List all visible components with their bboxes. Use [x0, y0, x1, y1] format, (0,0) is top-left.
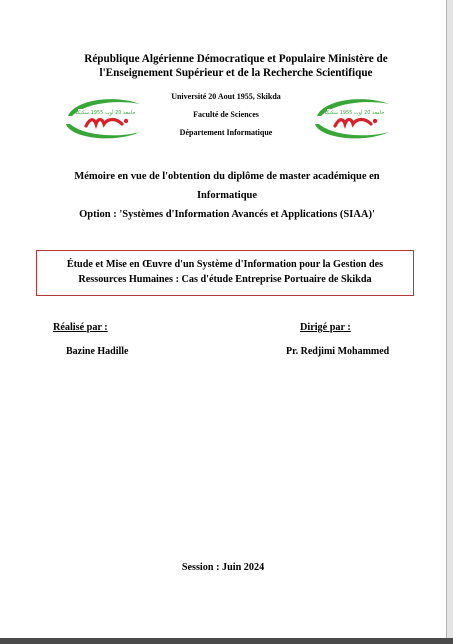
memoire-line-1: Mémoire en vue de l'obtention du diplôme de master académique en: [74, 171, 380, 182]
supervisor-name: Pr. Redjimi Mohammed: [286, 346, 390, 357]
thesis-title-box: [36, 250, 414, 296]
ministry-header: [60, 52, 412, 80]
department-name: Département Informatique: [179, 128, 273, 137]
thesis-title-line-2: Ressources Humaines : Cas d'étude Entreprise Portuaire de Skikda: [78, 274, 372, 285]
university-logo-left: [64, 94, 144, 142]
memoire-line-2: Informatique: [196, 190, 258, 201]
logo-text-right: جامعة 20 أوت 1955 سكيكدة: [321, 110, 385, 116]
supervisor-label: Dirigé par :: [300, 322, 351, 333]
university-logo-right: [313, 94, 393, 142]
faculty-name: Faculté de Sciences: [193, 110, 259, 119]
author-name: Bazine Hadille: [66, 346, 129, 357]
viewer-bottom-bar: [0, 638, 453, 644]
ministry-line-1: République Algérienne Démocratique et Populaire Ministère de: [84, 53, 388, 65]
university-block: [150, 88, 302, 142]
logo-text-left: جامعة 20 أوت 1955 سكيكدة: [72, 110, 136, 116]
author-label: Réalisé par :: [53, 322, 108, 333]
memoire-statement: [55, 167, 399, 224]
thesis-title-line-1: Étude et Mise en Œuvre d'un Système d'Information pour la Gestion des: [66, 259, 384, 270]
ministry-line-2: l'Enseignement Supérieur et de la Recherche Scientifique: [99, 67, 373, 79]
session-date: Session : Juin 2024: [181, 562, 265, 573]
viewer-margin: [447, 0, 453, 638]
memoire-option: Option : 'Systèmes d'Information Avancés et Applications (SIAA)': [79, 209, 375, 220]
university-name: Université 20 Aout 1955, Skikda: [171, 92, 281, 101]
